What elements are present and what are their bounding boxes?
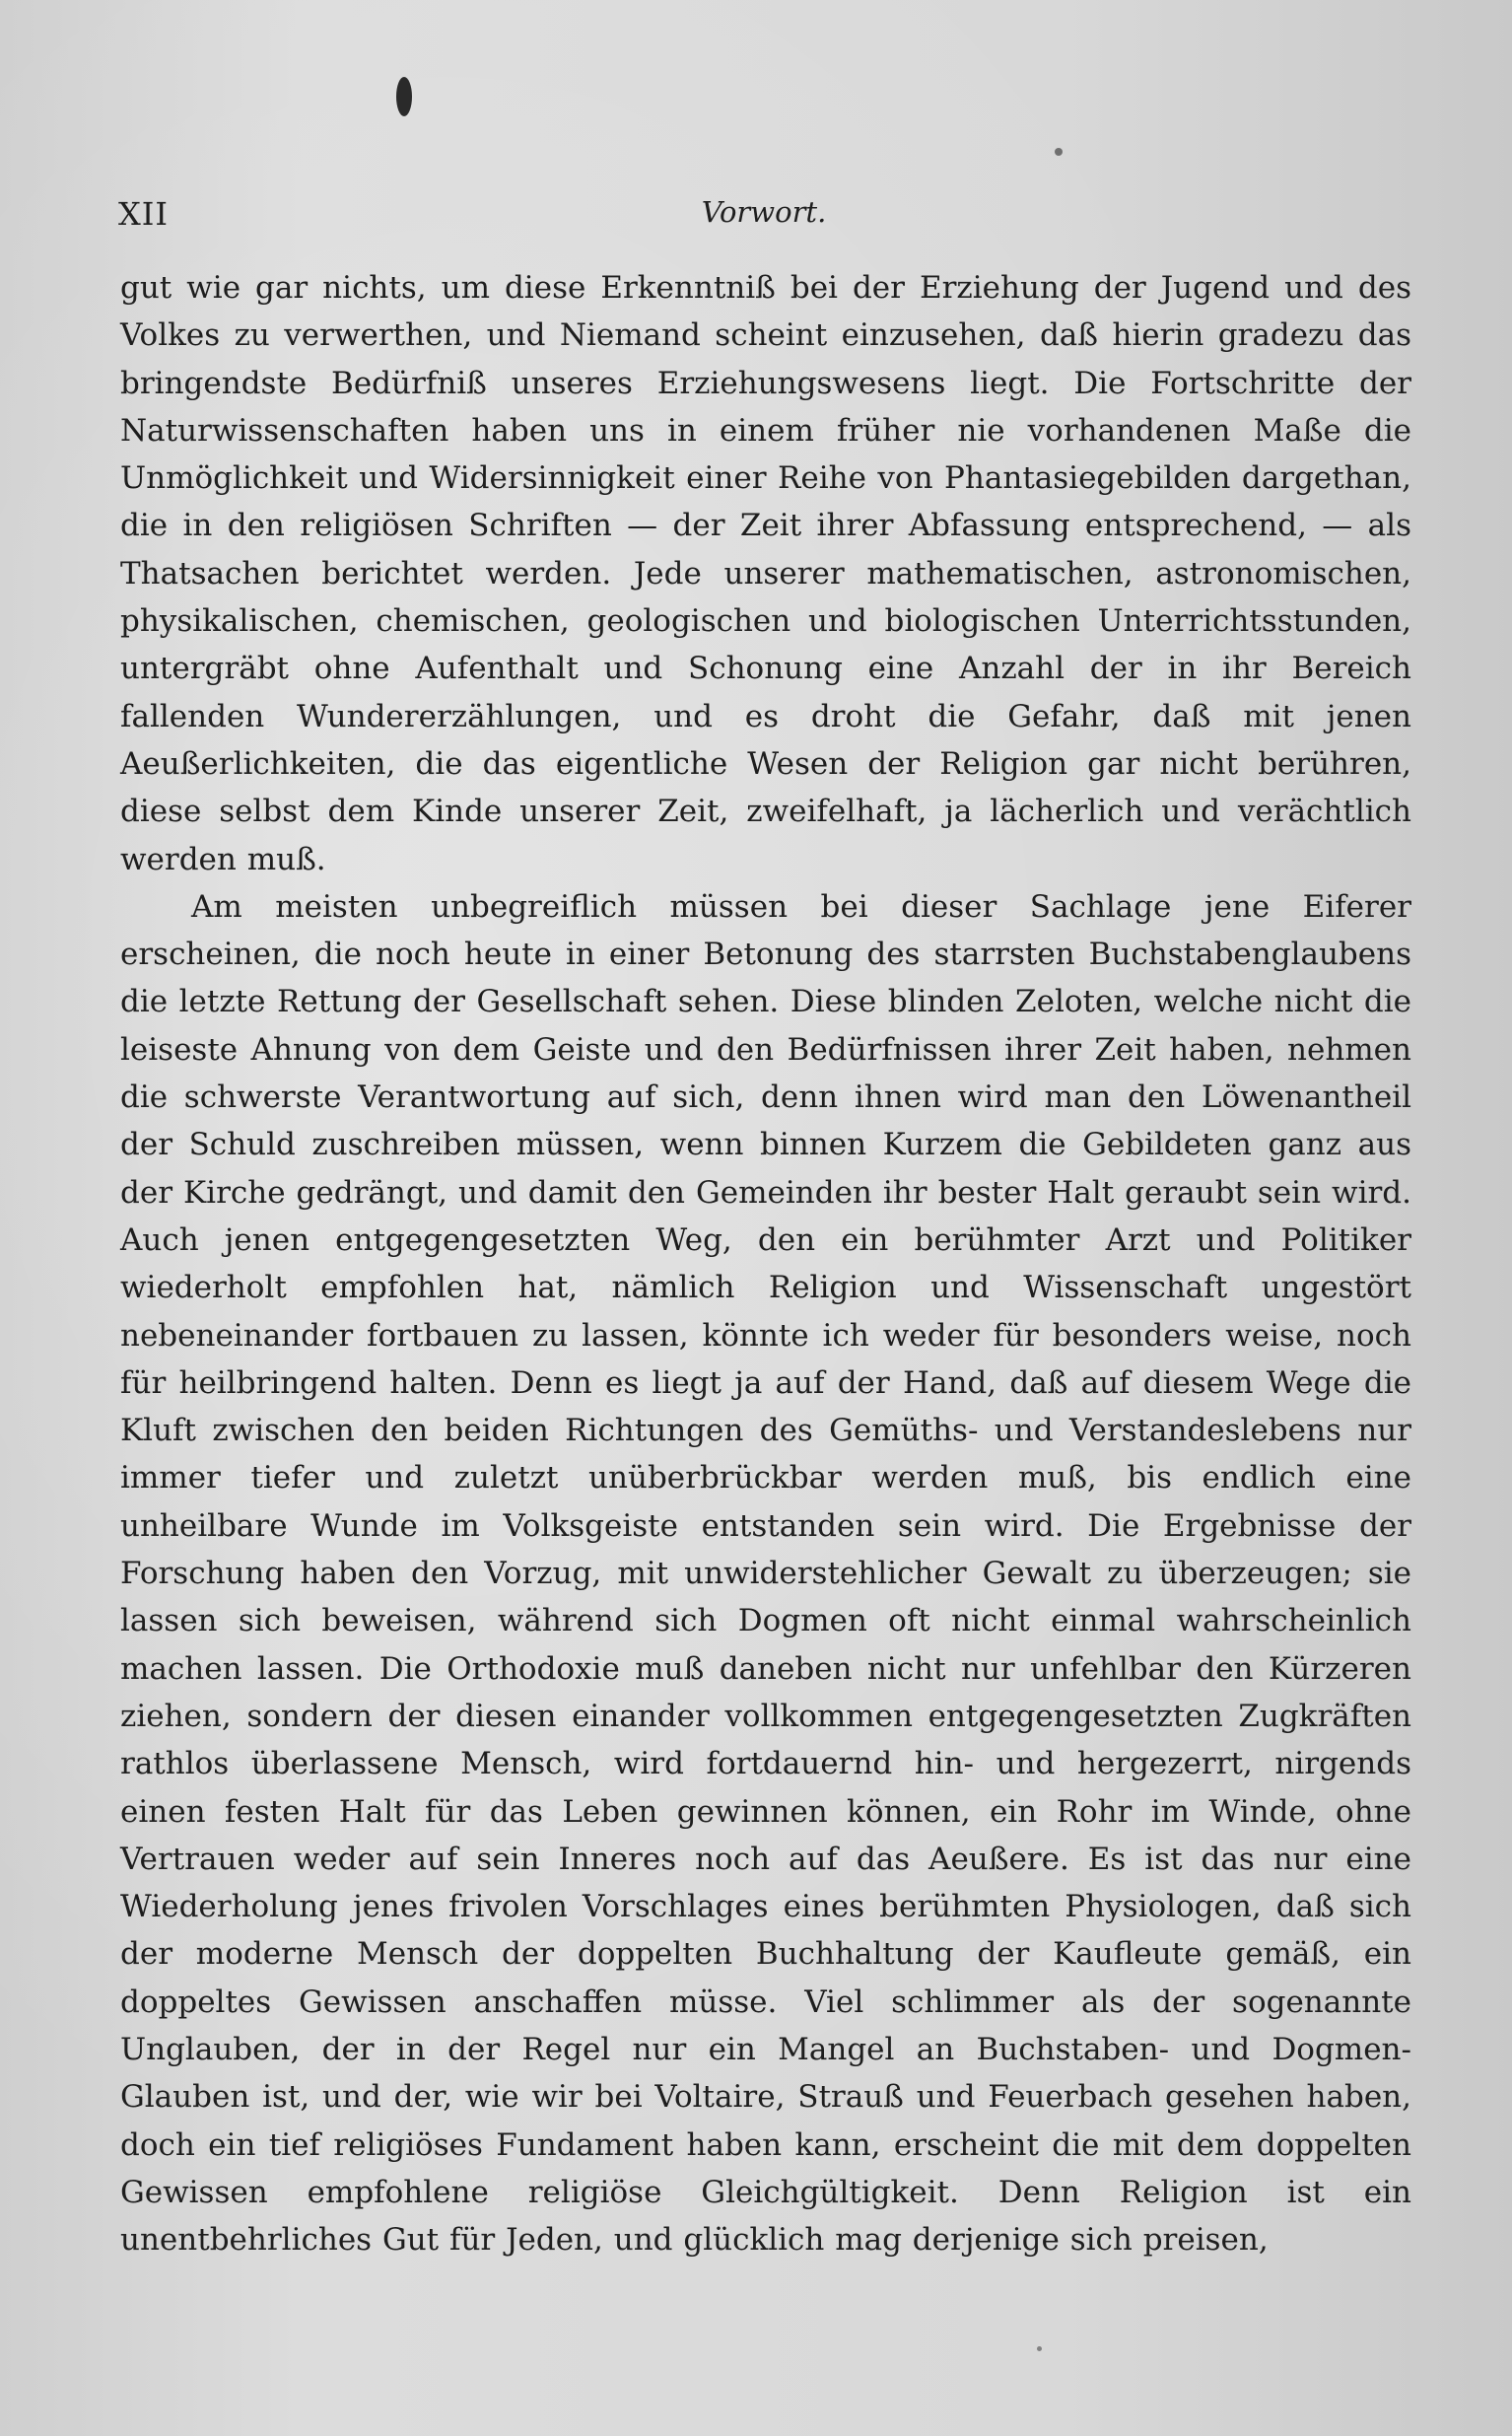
running-head: Vorwort. [701,195,827,229]
page-header [118,195,1409,243]
paragraph-1: gut wie gar nichts, um diese Erkenntniß bei der Erziehung der Jugend und des Volkes zu verwerthen, und Niemand scheint einzusehen, daß hierin gradezu das bringendste Bedürfniß unseres Erziehungswesens liegt. Die Fortschritte der Naturwissenschaften haben uns in einem früher nie vorhandenen Maße die Unmöglichkeit und Widersinnigkeit einer Reihe von Phantasiegebilden dargethan, die in den religiösen Schriften — der Zeit ihrer Abfassung entsprechend, — als Thatsachen berichtet werden. Jede unserer mathematischen, astronomischen, physikalischen, chemischen, geologischen und biologischen Unterrichtsstunden, untergräbt ohne Aufenthalt und Schonung eine Anzahl der in ihr Bereich fallenden Wundererzählungen, und es droht die Gefahr, daß mit jenen Aeußerlichkeiten, die das eigentliche Wesen der Religion gar nicht berühren, diese selbst dem Kinde unserer Zeit, zweifelhaft, ja lächerlich und verächtlich werden muß. [120,270,1411,877]
ink-speck [396,77,412,116]
ink-speck [1055,148,1063,156]
paragraph-2: Am meisten unbegreiflich müssen bei dieser Sachlage jene Eiferer erscheinen, die noch heute in einer Betonung des starrsten Buchstabenglaubens die letzte Rettung der Gesellschaft sehen. Diese blinden Zeloten, welche nicht die leiseste Ahnung von dem Geiste und den Bedürfnissen ihrer Zeit haben, nehmen die schwerste Verantwortung auf sich, denn ihnen wird man den Löwenantheil der Schuld zuschreiben müssen, wenn binnen Kurzem die Gebildeten ganz aus der Kirche gedrängt, und damit den Gemeinden ihr bester Halt geraubt sein wird. Auch jenen entgegengesetzten Weg, den ein berühmter Arzt und Politiker wiederholt empfohlen hat, nämlich Religion und Wissenschaft ungestört nebeneinander fortbauen zu lassen, könnte ich weder für besonders weise, noch für heilbringend halten. Denn es liegt ja auf der Hand, daß auf diesem Wege die Kluft zwischen den beiden Richtungen des Gemüths- und Verstandeslebens nur immer tiefer und zuletzt unüberbrückbar werden muß, bis endlich eine unheilbare Wunde im Volksgeiste entstanden sein wird. Die Ergebnisse der Forschung haben den Vorzug, mit unwiderstehlicher Gewalt zu überzeugen; sie lassen sich beweisen, während sich Dogmen oft nicht einmal wahrscheinlich machen lassen. Die Orthodoxie muß daneben nicht nur unfehlbar den Kürzeren ziehen, sondern der diesen einander vollkommen entgegengesetzten Zugkräften rathlos überlassene Mensch, wird fortdauernd hin- und hergezerrt, nirgends einen festen Halt für das Leben gewinnen können, ein Rohr im Winde, ohne Vertrauen weder auf sein Inneres noch auf das Aeußere. Es ist das nur eine Wiederholung jenes frivolen Vorschlages eines berühmten Physiologen, daß sich der moderne Mensch der doppelten Buchhaltung der Kaufleute gemäß, ein doppeltes Gewissen anschaffen müsse. Viel schlimmer als der sogenannte Unglauben, der in der Regel nur ein Mangel an Buchstaben- und Dogmen-Glauben ist, und der, wie wir bei Voltaire, Strauß und Feuerbach gesehen haben, doch ein tief religiöses Fundament haben kann, erscheint die mit dem doppelten Gewissen empfohlene religiöse Gleichgültigkeit. Denn Religion ist ein unentbehrliches Gut für Jeden, und glücklich mag derjenige sich preisen, [120,888,1411,2259]
page-number: XII [118,195,170,233]
ink-speck [1037,2346,1042,2351]
body-text [120,264,1411,2263]
